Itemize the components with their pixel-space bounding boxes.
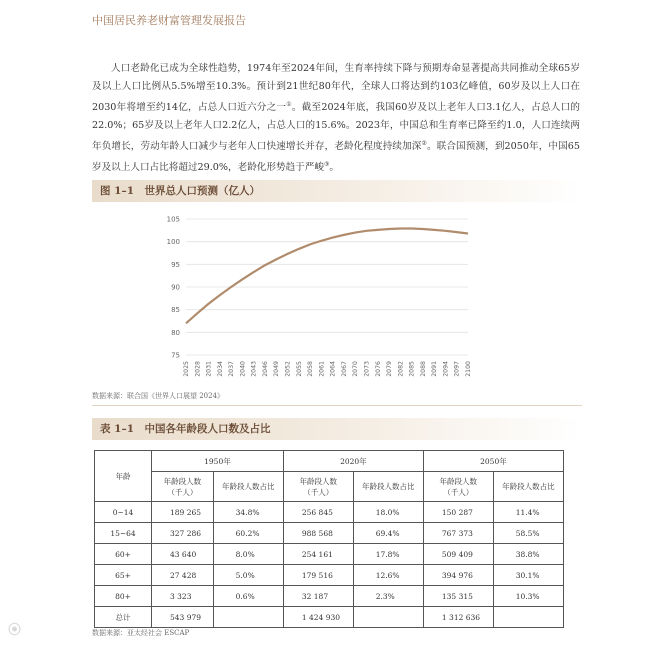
population-line-chart	[160, 205, 480, 385]
cell-count: 767 373	[423, 523, 493, 544]
x-tick-label: 2067	[340, 361, 348, 377]
x-tick-label: 2025	[183, 361, 190, 377]
y-tick-label: 95	[171, 260, 180, 269]
cell-count: 179 516	[283, 565, 353, 586]
cell-pct: 38.8%	[493, 544, 563, 565]
table-source-note: 数据来源：亚太经社会 ESCAP	[92, 629, 190, 637]
cell-pct	[353, 607, 423, 628]
cell-pct	[213, 607, 283, 628]
intro-paragraph: 人口老龄化已成为全球性趋势，1974年至2024年间，生育率持续下降与预期寿命显著提高共同推动全球65岁及以上人口比例从5.5%增至10.3%。预计到21世纪80年代，全球人口将达到约103亿峰值，60岁及以上人口在2030年将增至约14亿，占总人口近六分之一①。截至2024年底，我国60岁及以上老年人口3.1亿人，占总人口的22.0%；65岁及以上老年人口2.2亿人，占总人口的15.6%。2023年，中国总和生育率已降至约1.0，人口连续两年负增长，劳动年龄人口减少与老年人口快速增长并存，老龄化程度持续加深②。联合国预测，到2050年，中国65岁及以上人口占比将超过29.0%，老龄化形势趋于严峻③。	[92, 63, 580, 174]
y-tick-label: 85	[171, 306, 180, 315]
y-tick-label: 100	[166, 238, 180, 247]
x-tick-label: 2046	[261, 361, 269, 377]
x-tick-label: 2049	[273, 361, 281, 377]
figure-source-note: 数据来源：联合国《世界人口展望 2024》	[92, 392, 225, 400]
row-label: 总计	[95, 607, 152, 628]
cell-pct: 10.3%	[493, 586, 563, 607]
x-tick-label: 2097	[453, 361, 461, 377]
x-tick-label: 2079	[386, 361, 394, 377]
y-tick-label: 105	[166, 215, 180, 224]
cell-count: 327 286	[152, 523, 214, 544]
cell-count: 988 568	[283, 523, 353, 544]
row-label: 15~64	[95, 523, 152, 544]
figure-title: 图 1–1 世界总人口预测（亿人）	[92, 180, 582, 202]
sub-header-count: 年龄段人数 （千人）	[152, 472, 214, 502]
x-tick-label: 2034	[216, 361, 224, 377]
cell-count: 256 845	[283, 502, 353, 523]
cell-count: 27 428	[152, 565, 214, 586]
col-header-year-2050: 2050年	[423, 451, 563, 472]
cell-pct: 58.5%	[493, 523, 563, 544]
x-tick-label: 2064	[329, 361, 337, 377]
cell-pct: 2.3%	[353, 586, 423, 607]
x-tick-label: 2043	[250, 361, 258, 377]
cell-count: 254 161	[283, 544, 353, 565]
y-tick-label: 75	[171, 351, 180, 360]
x-tick-label: 2094	[442, 361, 450, 377]
sub-header-pct: 年龄段人数占比	[493, 472, 563, 502]
x-tick-label: 2055	[295, 361, 303, 377]
table-row	[95, 607, 564, 628]
x-tick-label: 2070	[352, 361, 360, 377]
divider	[92, 405, 582, 406]
x-tick-label: 2091	[431, 361, 439, 377]
x-tick-label: 2037	[228, 361, 236, 377]
x-tick-label: 2076	[374, 361, 382, 377]
row-label: 0~14	[95, 502, 152, 523]
series-line	[186, 229, 468, 324]
cell-pct: 34.8%	[213, 502, 283, 523]
age-population-table	[94, 450, 564, 628]
cell-count: 1 424 930	[283, 607, 353, 628]
sub-header-pct: 年龄段人数占比	[353, 472, 423, 502]
cell-count: 394 976	[423, 565, 493, 586]
cell-pct	[493, 607, 563, 628]
cell-count: 135 315	[423, 586, 493, 607]
row-label: 80+	[95, 586, 152, 607]
table-row	[95, 565, 564, 586]
table-row	[95, 544, 564, 565]
x-tick-label: 2052	[284, 361, 292, 377]
cell-pct: 69.4%	[353, 523, 423, 544]
cell-count: 1 312 636	[423, 607, 493, 628]
cell-pct: 0.6%	[213, 586, 283, 607]
cell-pct: 60.2%	[213, 523, 283, 544]
table-row	[95, 586, 564, 607]
x-tick-label: 2088	[419, 361, 427, 377]
cell-count: 3 323	[152, 586, 214, 607]
cell-count: 189 265	[152, 502, 214, 523]
x-tick-label: 2073	[363, 361, 371, 377]
report-header-title: 中国居民养老财富管理发展报告	[92, 14, 246, 27]
row-label: 65+	[95, 565, 152, 586]
table-row	[95, 502, 564, 523]
cell-count: 43 640	[152, 544, 214, 565]
x-tick-label: 2031	[205, 361, 213, 377]
cell-count: 543 979	[152, 607, 214, 628]
x-tick-label: 2028	[194, 361, 202, 377]
cell-count: 32 187	[283, 586, 353, 607]
cell-pct: 30.1%	[493, 565, 563, 586]
x-tick-label: 2040	[239, 361, 247, 377]
watermark-logo	[8, 619, 21, 638]
y-tick-label: 90	[171, 283, 180, 292]
x-tick-label: 2058	[307, 361, 315, 377]
cell-pct: 12.6%	[353, 565, 423, 586]
col-header-year-1950: 1950年	[152, 451, 284, 472]
x-tick-label: 2061	[318, 361, 326, 377]
cell-pct: 5.0%	[213, 565, 283, 586]
x-tick-label: 2100	[465, 361, 472, 377]
sub-header-count: 年龄段人数 （千人）	[423, 472, 493, 502]
cell-pct: 17.8%	[353, 544, 423, 565]
table-row	[95, 523, 564, 544]
col-header-age: 年龄	[95, 451, 152, 502]
col-header-year-2020: 2020年	[283, 451, 423, 472]
watermark-icon: ⦿	[8, 623, 22, 638]
cell-count: 509 409	[423, 544, 493, 565]
sub-header-count: 年龄段人数 （千人）	[283, 472, 353, 502]
cell-pct: 8.0%	[213, 544, 283, 565]
x-tick-label: 2085	[408, 361, 416, 377]
cell-count: 150 287	[423, 502, 493, 523]
cell-pct: 11.4%	[493, 502, 563, 523]
cell-pct: 18.0%	[353, 502, 423, 523]
sub-header-pct: 年龄段人数占比	[213, 472, 283, 502]
y-tick-label: 80	[171, 328, 180, 337]
table-title: 表 1–1 中国各年龄段人口数及占比	[92, 418, 582, 440]
x-tick-label: 2082	[397, 361, 405, 377]
row-label: 60+	[95, 544, 152, 565]
